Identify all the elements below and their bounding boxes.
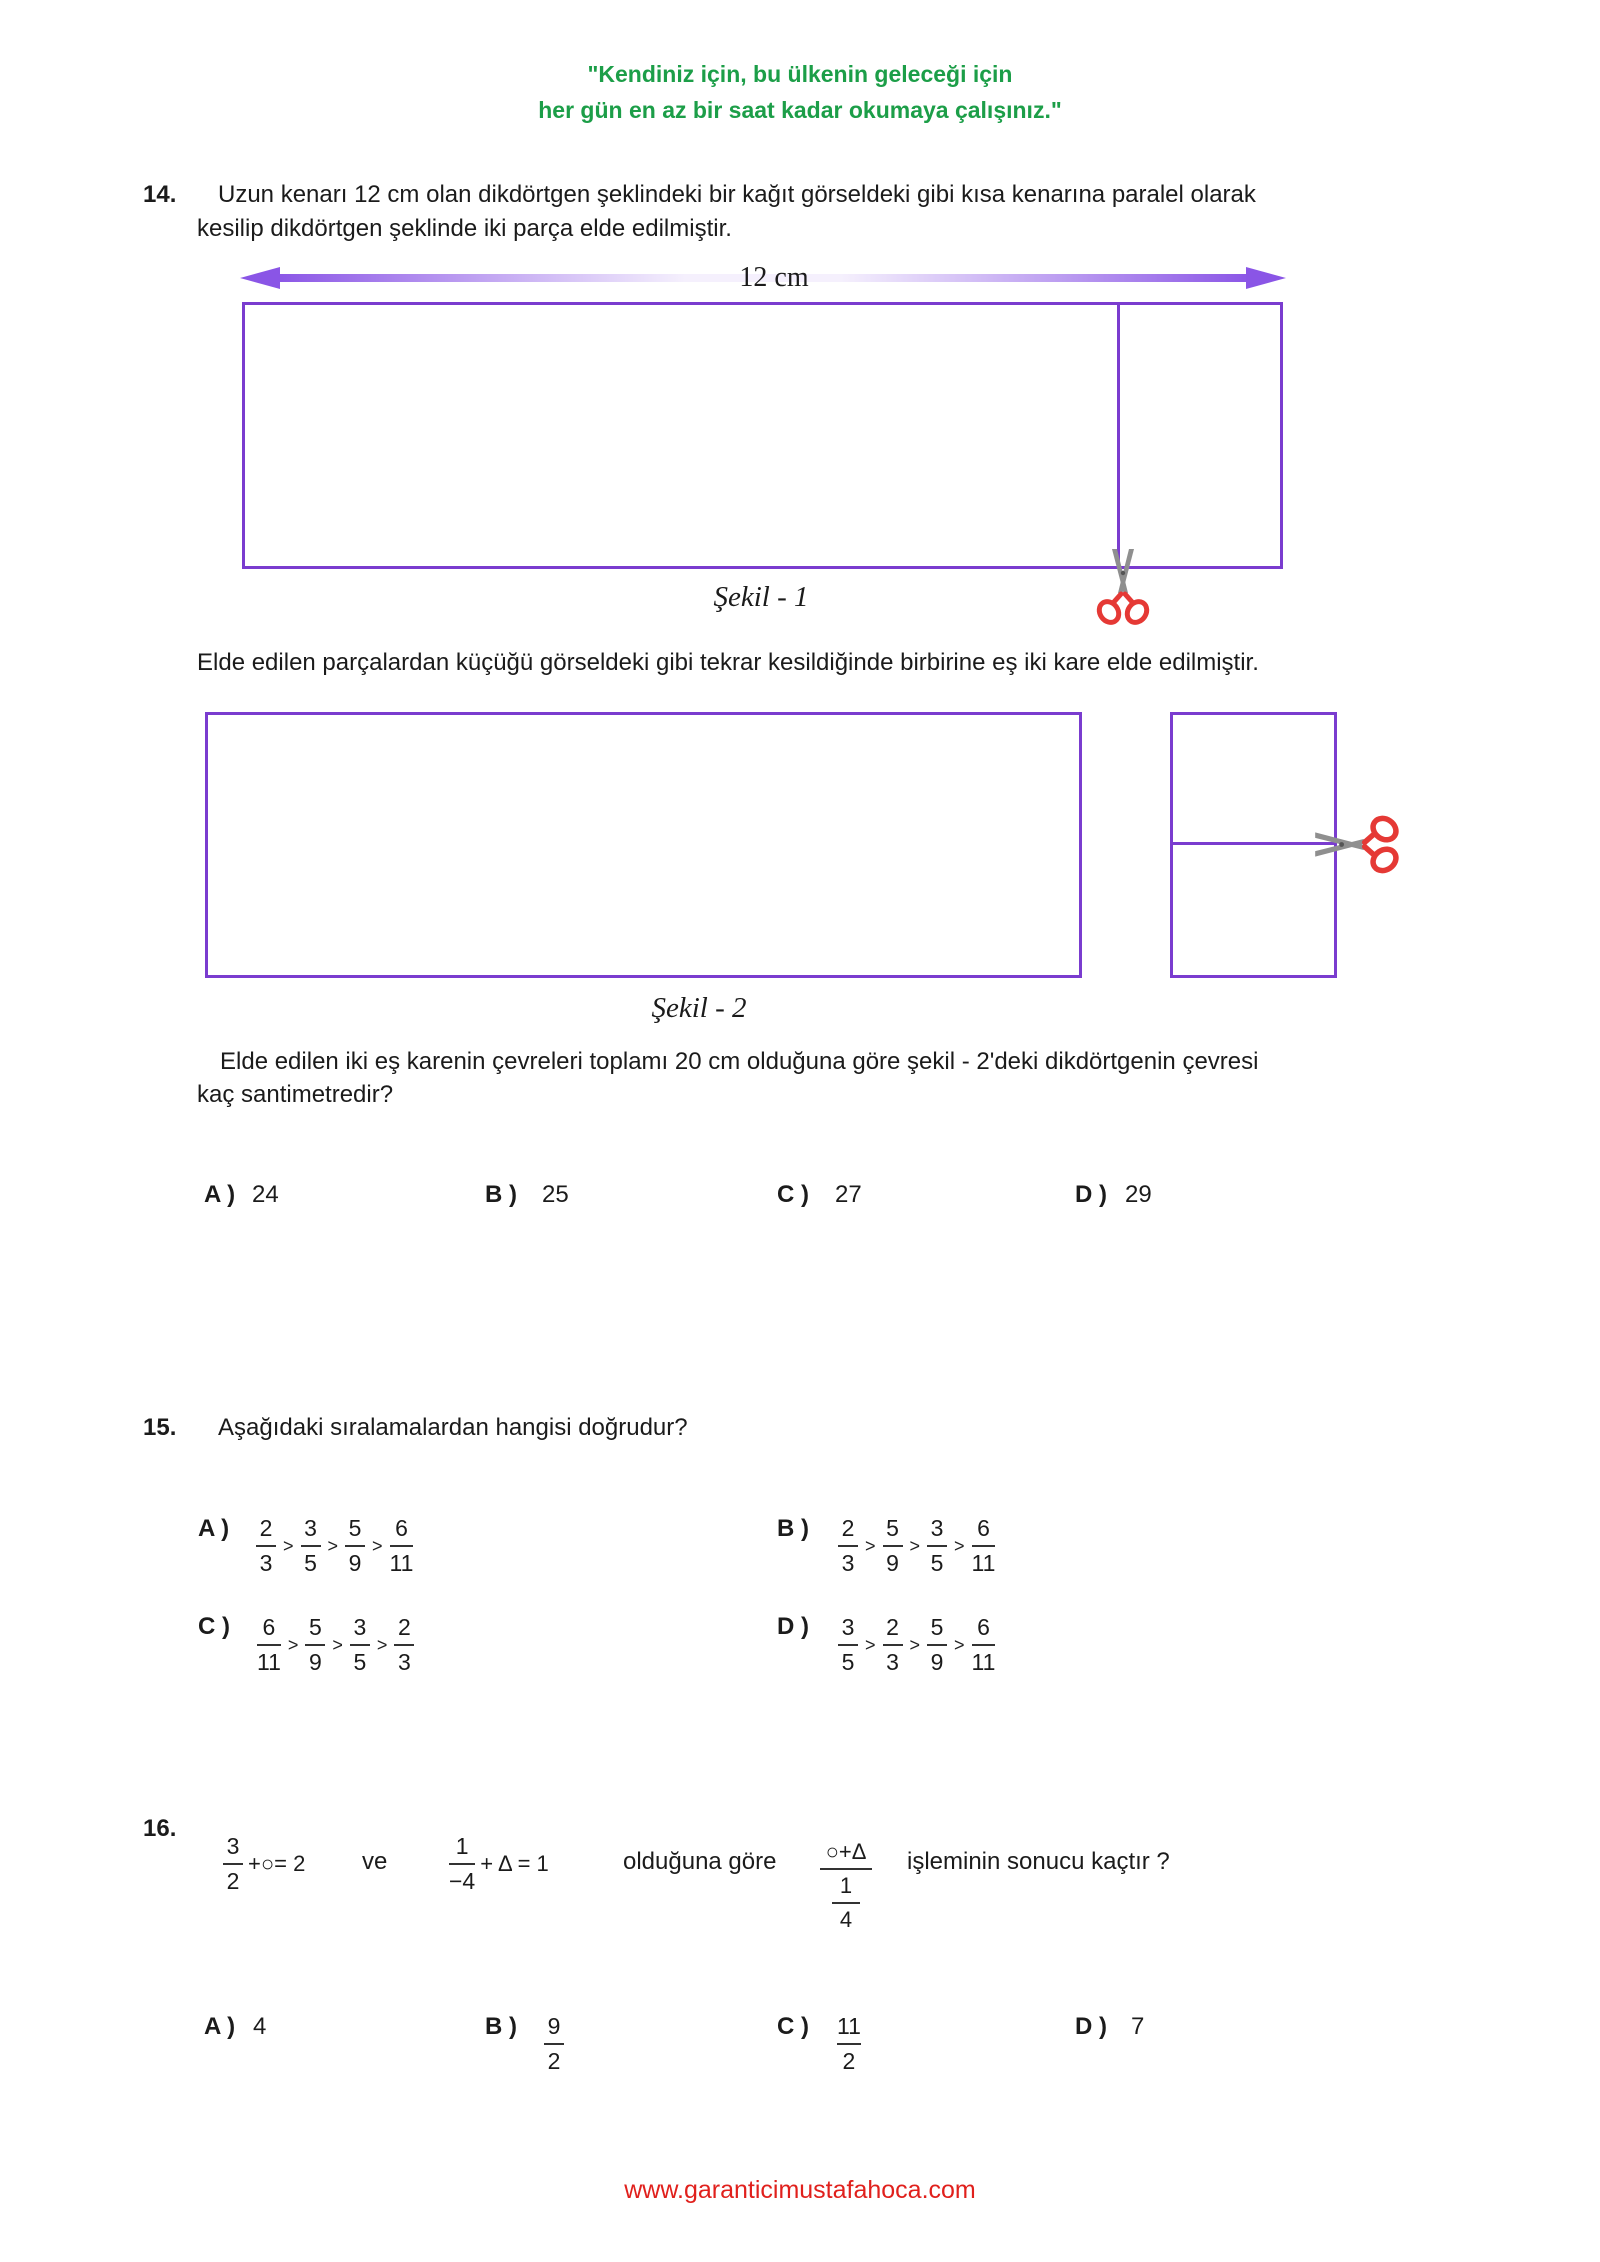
numerator: 3 <box>226 1833 240 1859</box>
fraction <box>302 1611 328 1679</box>
equation-1 <box>220 1830 305 1898</box>
numerator: 2 <box>259 1515 273 1541</box>
greater-than-sign: > <box>954 1536 965 1556</box>
header-quote-line-1: "Kendiniz için, bu ülkenin geleceği için <box>587 61 1013 87</box>
greater-than-sign: > <box>865 1536 876 1556</box>
numerator: 2 <box>886 1614 899 1640</box>
greater-than-sign: > <box>909 1536 921 1556</box>
fraction <box>253 1512 279 1580</box>
figure-1-caption: Şekil - 1 <box>713 581 809 613</box>
fraction <box>880 1512 906 1580</box>
greater-than-sign: > <box>865 1635 876 1655</box>
numerator: 5 <box>930 1614 944 1640</box>
condition-text: olduğuna göre <box>623 1848 777 1875</box>
numerator: 2 <box>841 1515 855 1541</box>
denominator: 3 <box>838 1545 858 1580</box>
denominator: −4 <box>449 1863 475 1898</box>
arrow-head-left <box>240 267 280 289</box>
q14-option-a-value: 24 <box>252 1181 279 1208</box>
fraction <box>880 1611 906 1679</box>
numerator: 3 <box>841 1614 855 1640</box>
arrow-head-right <box>1246 267 1286 289</box>
denominator: 2 <box>837 2043 861 2078</box>
q16-option-a-value: 4 <box>253 2013 267 2040</box>
numerator: 1 <box>455 1833 469 1859</box>
q14-option-d-value: 29 <box>1125 1181 1152 1208</box>
fraction <box>298 1512 324 1580</box>
q14-option-b-letter: B ) <box>485 1181 517 1208</box>
q15-option-a-letter: A ) <box>198 1515 230 1542</box>
denominator: 9 <box>305 1644 325 1679</box>
numerator: 6 <box>977 1614 990 1640</box>
denominator: 5 <box>301 1545 321 1580</box>
q16-option-a-letter: A ) <box>204 2013 236 2040</box>
figure-2-caption: Şekil - 2 <box>651 992 747 1024</box>
numerator: 6 <box>262 1614 276 1640</box>
denominator: 9 <box>345 1545 365 1580</box>
question-14-number: 14. <box>143 181 177 208</box>
denominator: 2 <box>223 1863 243 1898</box>
fraction <box>387 1512 417 1580</box>
q15-option-c-letter: C ) <box>198 1613 230 1640</box>
scissors-icon <box>1313 806 1401 883</box>
greater-than-sign: > <box>376 1635 388 1655</box>
figure-2-cut-line <box>1170 842 1337 845</box>
question-14-middle-text: Elde edilen parçalardan küçüğü görseldeki gibi tekrar kesildiğinde birbirine eş iki kare elde edilmiştir. <box>197 649 1259 676</box>
fraction <box>391 1611 417 1679</box>
compound-numerator: ○+Δ <box>825 1839 867 1864</box>
question-15-number: 15. <box>143 1414 177 1441</box>
question-14-intro-line-1: Uzun kenarı 12 cm olan dikdörtgen şeklindeki bir kağıt görseldeki gibi kısa kenarına paralel olarak <box>218 181 1256 208</box>
denominator: 9 <box>883 1545 903 1580</box>
fraction <box>835 1611 861 1679</box>
fraction <box>924 1512 950 1580</box>
length-label: 12 cm <box>739 262 809 293</box>
denominator: 5 <box>838 1644 858 1679</box>
numerator: 3 <box>353 1614 367 1640</box>
denominator: 3 <box>256 1545 276 1580</box>
footer-website-link[interactable]: www.garanticimustafahoca.com <box>624 2176 976 2204</box>
equation-2-remainder: + Δ = 1 <box>480 1851 549 1876</box>
q15-option-b-ordering <box>835 1512 998 1580</box>
figure-2-small-rectangle <box>1170 712 1337 978</box>
question-16-text: işleminin sonucu kaçtır ? <box>907 1848 1170 1875</box>
q14-option-a-letter: A ) <box>204 1181 236 1208</box>
q15-option-a-ordering <box>253 1512 416 1580</box>
q14-option-b-value: 25 <box>542 1181 569 1208</box>
numerator: 6 <box>395 1515 408 1541</box>
denominator: 5 <box>350 1644 370 1679</box>
q16-option-b-value <box>541 2010 567 2078</box>
q16-option-c-letter: C ) <box>777 2013 809 2040</box>
q15-option-c-ordering <box>254 1611 417 1679</box>
q15-option-b-letter: B ) <box>777 1515 809 1542</box>
scissors-icon <box>1088 547 1158 627</box>
numerator: 5 <box>886 1515 899 1541</box>
numerator: 11 <box>837 2013 861 2039</box>
question-14-question-line-2: kaç santimetredir? <box>197 1081 394 1108</box>
fraction <box>835 1512 861 1580</box>
connector-text: ve <box>362 1848 388 1875</box>
question-14-question-line-1: Elde edilen iki eş karenin çevreleri toplamı 20 cm olduğuna göre şekil - 2'deki dikdörtgenin çevresi <box>220 1048 1259 1075</box>
figure-2-large-rectangle <box>205 712 1082 978</box>
fraction <box>541 2010 567 2078</box>
fraction <box>254 1611 284 1679</box>
greater-than-sign: > <box>332 1635 343 1655</box>
inner-numerator: 1 <box>839 1873 853 1898</box>
fraction <box>220 1830 246 1898</box>
question-14-intro-line-2: kesilip dikdörtgen şeklinde iki parça elde edilmiştir. <box>197 215 732 242</box>
figure-1-cut-line <box>1117 302 1120 569</box>
greater-than-sign: > <box>283 1536 294 1556</box>
question-16-number: 16. <box>143 1815 177 1842</box>
header-quote-line-2: her gün en az bir saat kadar okumaya çalışınız." <box>538 97 1062 123</box>
denominator: 11 <box>390 1545 414 1580</box>
equation-2 <box>446 1830 549 1898</box>
denominator: 2 <box>544 2043 564 2078</box>
denominator: 3 <box>394 1644 414 1679</box>
equation-1-remainder: +○= 2 <box>248 1851 306 1876</box>
fraction <box>924 1611 950 1679</box>
q15-option-d-ordering <box>835 1611 998 1679</box>
fraction <box>347 1611 373 1679</box>
fraction <box>969 1611 999 1679</box>
q16-option-c-value <box>834 2010 864 2078</box>
greater-than-sign: > <box>287 1635 299 1655</box>
numerator: 3 <box>304 1515 317 1541</box>
numerator: 2 <box>398 1614 411 1640</box>
denominator: 3 <box>883 1644 903 1679</box>
q14-option-c-letter: C ) <box>777 1181 809 1208</box>
question-15-text: Aşağıdaki sıralamalardan hangisi doğrudur? <box>218 1414 688 1441</box>
denominator: 11 <box>972 1545 996 1580</box>
denominator: 9 <box>927 1644 947 1679</box>
greater-than-sign: > <box>372 1536 383 1556</box>
fraction <box>834 2010 864 2078</box>
figure-1-rectangle <box>242 302 1283 569</box>
numerator: 3 <box>930 1515 944 1541</box>
denominator: 11 <box>257 1644 281 1679</box>
greater-than-sign: > <box>909 1635 921 1655</box>
q15-option-d-letter: D ) <box>777 1613 809 1640</box>
greater-than-sign: > <box>954 1635 965 1655</box>
fraction <box>969 1512 999 1580</box>
q16-option-d-value: 7 <box>1131 2013 1145 2040</box>
numerator: 5 <box>309 1614 322 1640</box>
q14-option-d-letter: D ) <box>1075 1181 1107 1208</box>
compound-fraction <box>814 1836 878 1936</box>
greater-than-sign: > <box>327 1536 339 1556</box>
fraction <box>342 1512 368 1580</box>
fraction <box>446 1830 478 1898</box>
denominator: 5 <box>927 1545 947 1580</box>
inner-denominator: 4 <box>839 1907 853 1932</box>
q16-option-d-letter: D ) <box>1075 2013 1107 2040</box>
q14-option-c-value: 27 <box>835 1181 862 1208</box>
q16-option-b-letter: B ) <box>485 2013 517 2040</box>
numerator: 5 <box>348 1515 362 1541</box>
numerator: 6 <box>977 1515 990 1541</box>
numerator: 9 <box>547 2013 561 2039</box>
denominator: 11 <box>972 1644 996 1679</box>
